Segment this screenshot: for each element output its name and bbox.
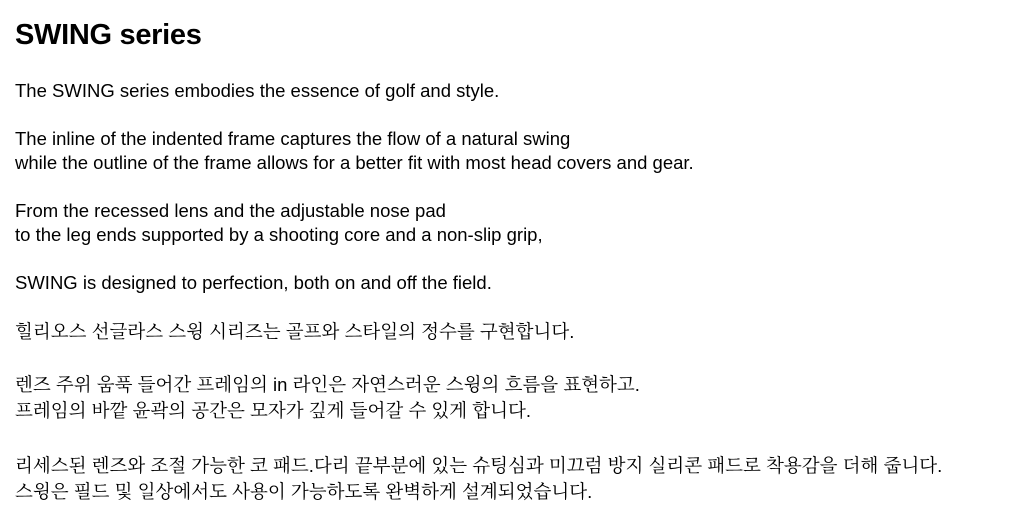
designed-paragraph-en <box>15 271 492 295</box>
intro-paragraph-ko <box>15 319 574 345</box>
frame-paragraph-ko <box>15 372 640 424</box>
lens-line-en: From the recessed lens and the adjustable nose pad <box>15 200 446 221</box>
frame-line-ko: 프레임의 바깥 윤곽의 공간은 모자가 깊게 들어갈 수 있게 합니다. <box>15 400 532 421</box>
intro-text-ko: 힐리오스 선글라스 스윙 시리즈는 골프와 스타일의 정수를 구현합니다. <box>15 321 575 342</box>
frame-line-en: while the outline of the frame allows for a better fit with most head covers and gear. <box>15 152 694 173</box>
intro-text-en: The SWING series embodies the essence of golf and style. <box>15 80 500 101</box>
lens-line-ko: 스윙은 필드 및 일상에서도 사용이 가능하도록 완벽하게 설계되었습니다. <box>15 481 593 502</box>
page-title: SWING series <box>15 19 202 51</box>
designed-text-en: SWING is designed to perfection, both on and off the field. <box>15 272 492 293</box>
frame-line-ko: 렌즈 주위 움푹 들어간 프레임의 in 라인은 자연스러운 스윙의 흐름을 표현하고. <box>15 374 640 395</box>
frame-paragraph-en <box>15 127 694 175</box>
lens-line-ko: 리세스된 렌즈와 조절 가능한 코 패드.다리 끝부분에 있는 슈팅심과 미끄럼 방지 실리콘 패드로 착용감을 더해 줍니다. <box>15 455 943 476</box>
lens-line-en: to the leg ends supported by a shooting core and a non-slip grip, <box>15 224 543 245</box>
lens-paragraph-ko <box>15 453 942 505</box>
intro-paragraph-en <box>15 79 499 103</box>
frame-line-en: The inline of the indented frame captures the flow of a natural swing <box>15 128 571 149</box>
lens-paragraph-en <box>15 199 543 247</box>
